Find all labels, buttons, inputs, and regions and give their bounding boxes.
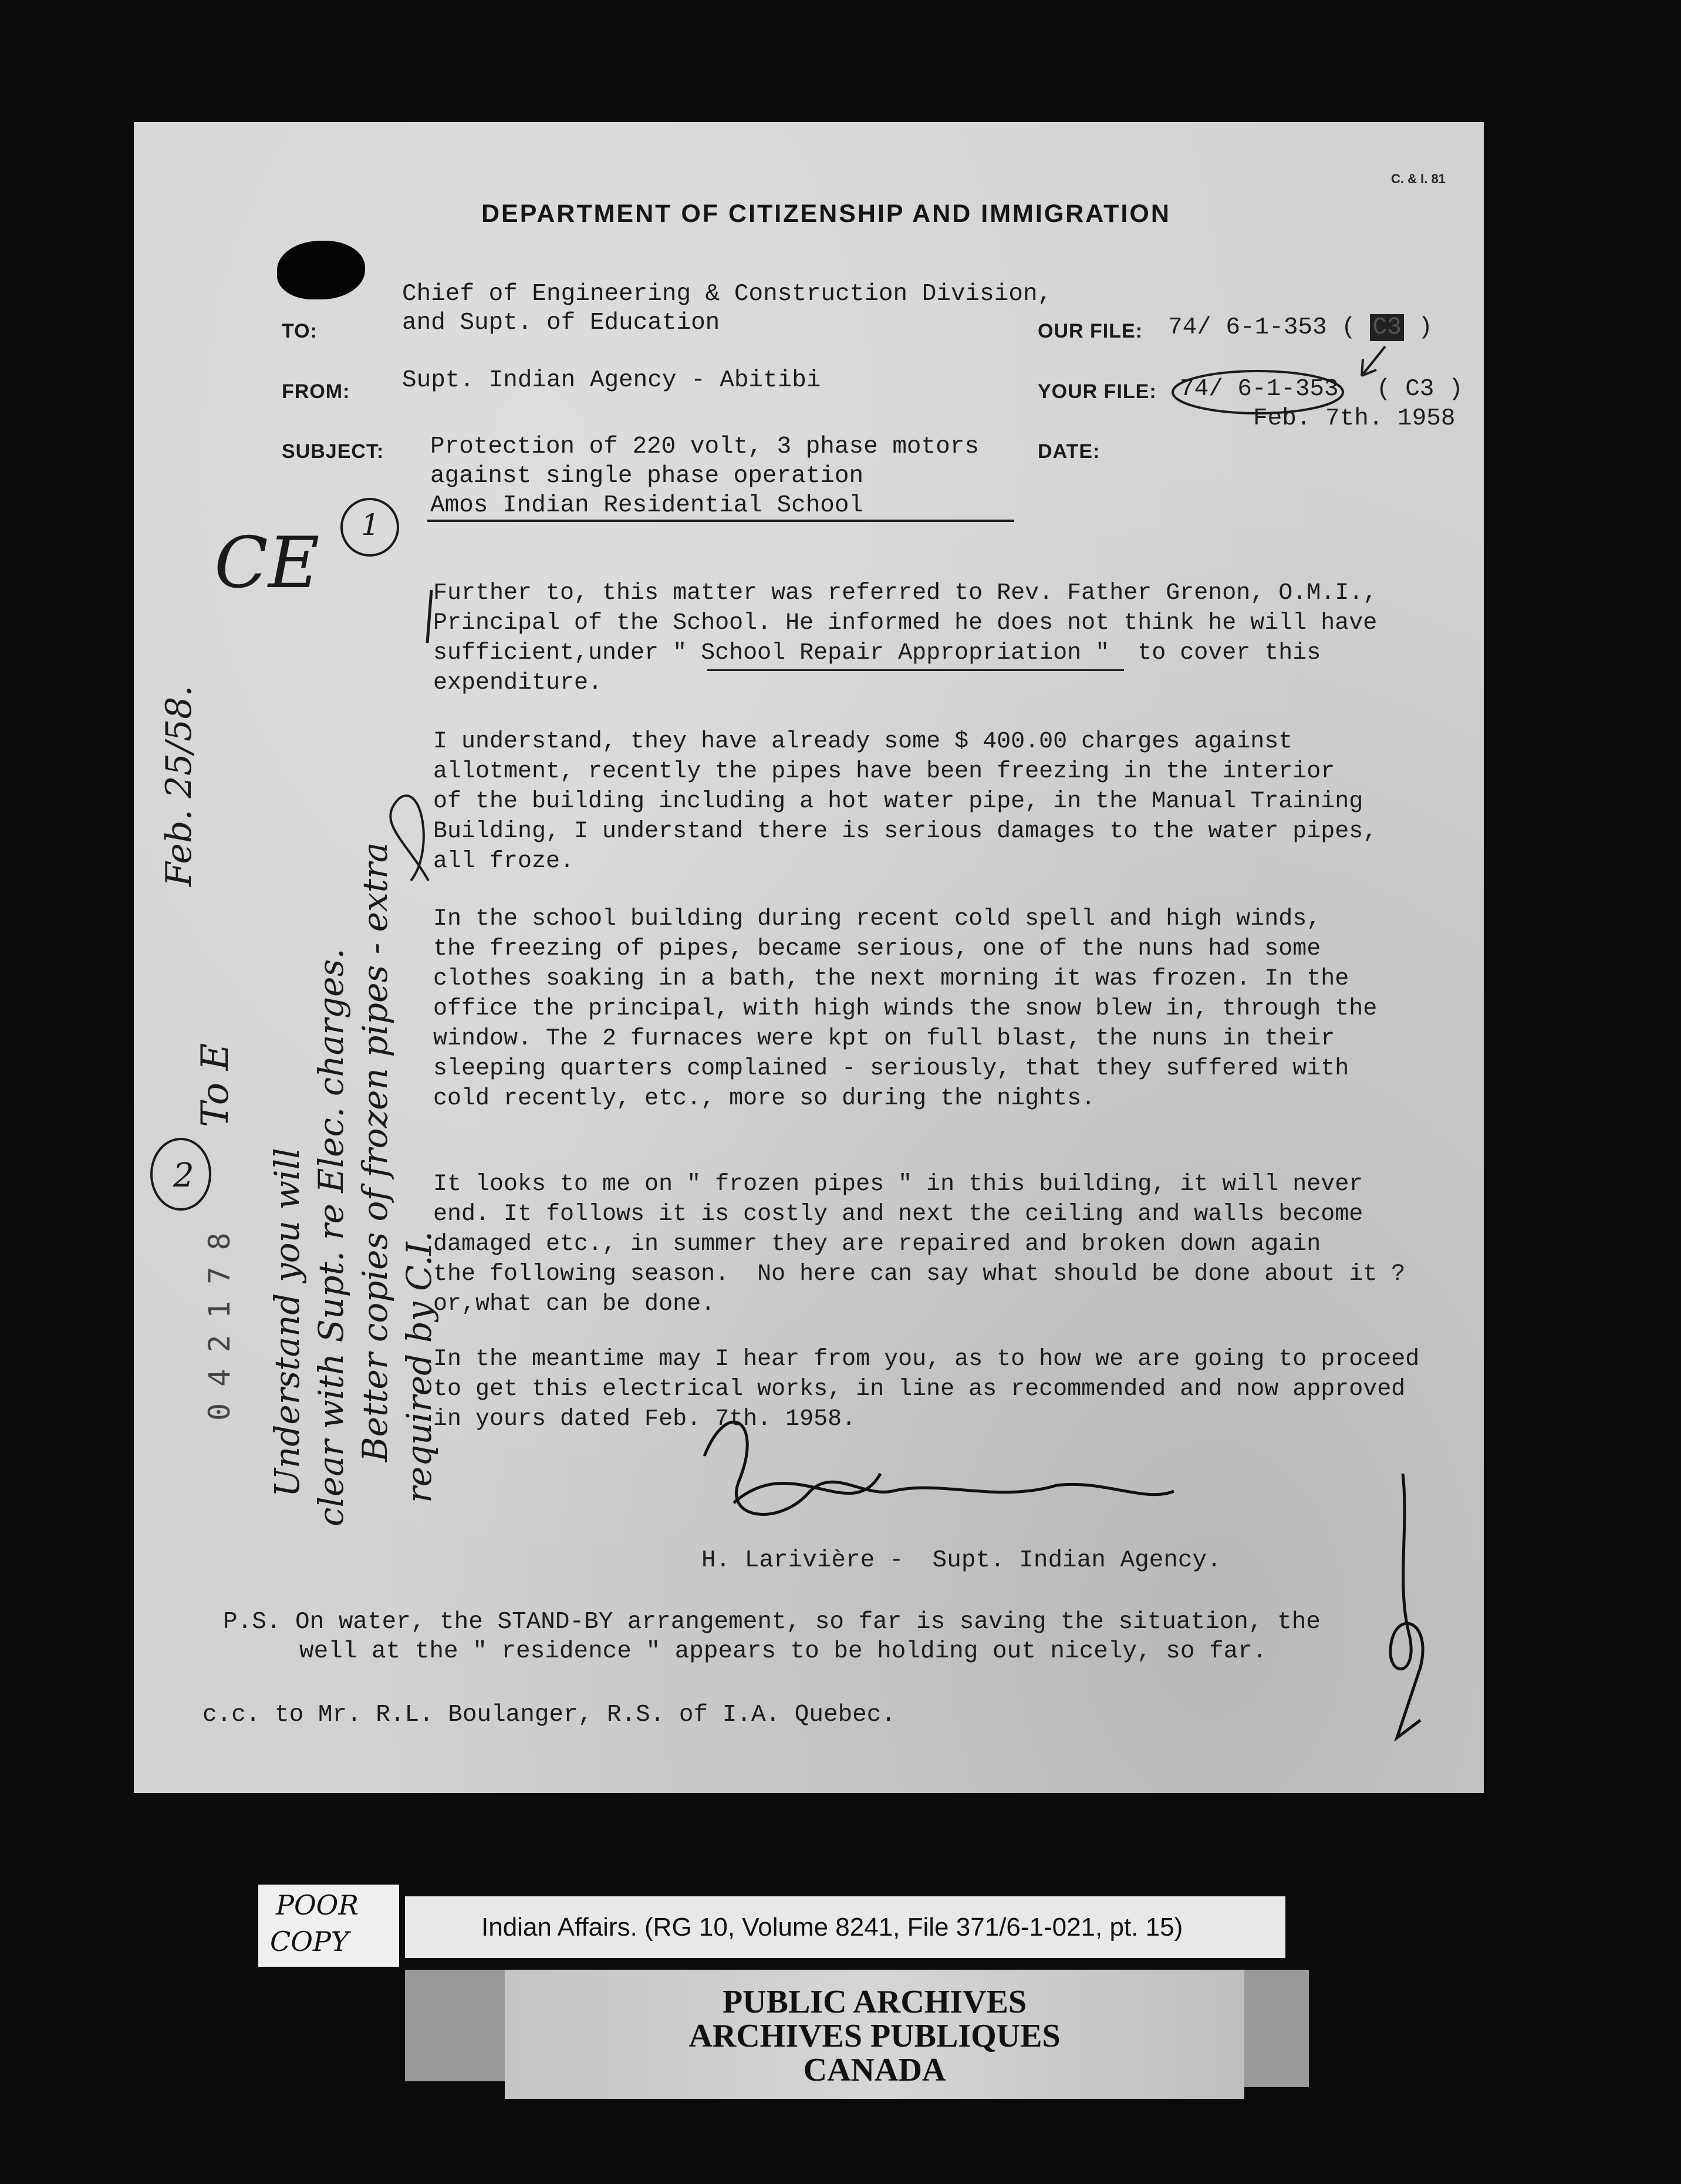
form-code: C. & I. 81: [1391, 171, 1446, 186]
paragraph-5: In the meantime may I hear from you, as to how we are going to proceed to get this electrical works, in line as recommended and now approved in yours dated Feb. 7th. 1958.: [433, 1346, 1420, 1433]
date-label: DATE:: [1038, 440, 1101, 463]
subject-label: SUBJECT:: [282, 440, 384, 463]
from-value: Supt. Indian Agency - Abitibi: [402, 367, 821, 394]
circle-1-number: 1: [361, 508, 380, 542]
to-e-note: To E: [194, 1043, 237, 1127]
your-file-label: YOUR FILE:: [1038, 380, 1157, 403]
our-file-label: OUR FILE:: [1038, 320, 1143, 342]
to-line-1: Chief of Engineering & Construction Division,: [402, 281, 1052, 308]
label-strip-left: [405, 1970, 505, 2081]
margin-note-line-3: Better copies of frozen pipes - extra: [355, 842, 395, 1462]
paragraph-4: It looks to me on " frozen pipes " in this building, it will never end. It follows it is costly and next the ceiling and walls become damaged etc., in summer they are repaired and broken down again the following season. No here can say what should be done about it ? or,what can be done.: [433, 1171, 1406, 1317]
file-number-circle: [1173, 371, 1343, 413]
circle-2-number: 2: [173, 1157, 194, 1195]
stamp-number: 042178: [202, 1216, 237, 1421]
paragraph-1: Further to, this matter was referred to Rev. Father Grenon, O.M.I., Principal of the School. He informed he does not think he will have sufficient,under " School Repair Appropriation " to cover this expenditure.: [433, 580, 1378, 696]
initials-scribble: [390, 796, 428, 881]
to-line-2: and Supt. of Education: [402, 309, 720, 336]
subject-line-3: Amos Indian Residential School: [430, 492, 864, 519]
department-heading: DEPARTMENT OF CITIZENSHIP AND IMMIGRATION: [481, 200, 1171, 228]
our-file-value: 74/ 6-1-353 ( C3 ): [1168, 314, 1433, 341]
poor-copy-label: POOR COPY: [258, 1885, 399, 1967]
margin-bracket: [427, 590, 431, 643]
margin-note-line-1: Understand you will: [267, 1148, 307, 1497]
paragraph-3: In the school building during recent cold spell and high winds, the freezing of pipes, became serious, one of the nuns had some clothes soaking in a bath, the next morning it was frozen. In the office the principal, with high winds the snow blew in, through the window. The 2 furnaces were kpt on full blast, the nuns in their sleeping quarters complained - seriously, that they suffered with cold recently, etc., more so during the nights.: [433, 906, 1378, 1112]
signature-scribble: [704, 1422, 1174, 1514]
cc-line: c.c. to Mr. R.L. Boulanger, R.S. of I.A. Quebec.: [202, 1701, 896, 1728]
signature-line: H. Larivière - Supt. Indian Agency.: [701, 1547, 1221, 1574]
from-label: FROM:: [282, 380, 350, 403]
to-label: TO:: [282, 320, 318, 342]
ps-line-2: well at the " residence " appears to be holding out nicely, so far.: [299, 1638, 1267, 1665]
ce-mark: CE: [214, 523, 320, 604]
arrow-mark: [1362, 346, 1385, 376]
margin-note-line-4: required by C.I.: [399, 1231, 439, 1503]
label-strip-right: [1244, 1970, 1309, 2087]
margin-flourish: [1390, 1474, 1423, 1738]
margin-note-line-2: clear with Supt. re Elec. charges.: [311, 948, 351, 1526]
ps-line-1: P.S. On water, the STAND-BY arrangement, so far is saving the situation, the: [223, 1609, 1321, 1636]
your-file-suffix: ( C3 ): [1376, 376, 1463, 403]
subject-line-2: against single phase operation: [430, 463, 864, 490]
your-file-value: 74/ 6-1-353: [1180, 376, 1339, 403]
our-file-struck-mark: C3: [1370, 314, 1403, 341]
reference-label: Indian Affairs. (RG 10, Volume 8241, File 371/6-1-021, pt. 15): [405, 1896, 1285, 1958]
subject-line-1: Protection of 220 volt, 3 phase motors: [430, 433, 979, 460]
paragraph-2: I understand, they have already some $ 400.00 charges against allotment, recently the pipes have been freezing in the interior of the building including a hot water pipe, in the Manual Training Building, I understand there is serious damages to the water pipes, all froze.: [433, 729, 1378, 875]
date-note: Feb. 25/58.: [158, 685, 200, 887]
public-archives-label: PUBLIC ARCHIVES ARCHIVES PUBLIQUES CANADA: [505, 1970, 1244, 2099]
date-value: Feb. 7th. 1958: [1253, 405, 1456, 432]
